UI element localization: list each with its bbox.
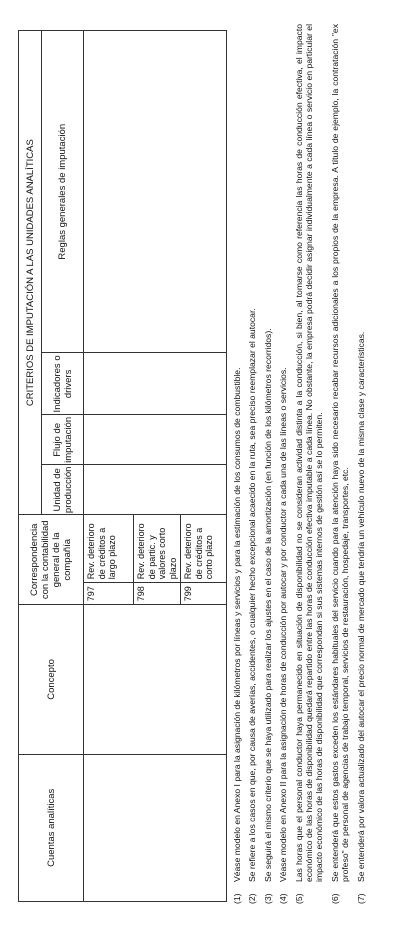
account-number: 797 — [84, 583, 134, 605]
header-unidad-produccion: Unidad de producción — [42, 465, 84, 515]
header-concepto: Concepto — [19, 605, 84, 754]
cell-flujo-imputacion — [84, 415, 227, 465]
footnote-number: (2) — [247, 893, 258, 904]
footnote-number: (6) — [329, 893, 340, 904]
account-description: Rev. deterioro de partic. y valores corto plazo — [134, 515, 181, 583]
account-description: Rev. deterioro de créditos a largo plazo — [84, 515, 134, 583]
header-correspondencia: Correspondencia con la contabilidad general de la compañía — [19, 515, 84, 605]
account-number: 798 — [134, 583, 181, 605]
account-number: 799 — [181, 583, 227, 605]
footnote — [247, 24, 257, 904]
header-cuentas-analiticas: Cuentas analíticas — [19, 754, 84, 901]
footnote-text: Se refiere a los casos en que, por causa de averías, accidentes, o cualquier hecho excepcional acaecido en la ruta, sea preciso reemplazar el autocar. — [247, 308, 258, 882]
header-reglas-generales: Reglas generales de imputación — [42, 31, 84, 353]
footnote-text: Se seguirá el mismo criterio que se haya utilizado para realizar los ajustes en el caso de la amortización (en función de los kilómetros recorridos). — [262, 328, 273, 882]
cell-unidad-produccion — [84, 465, 227, 515]
footnote-text: Véase modelo en Anexo II para la asignación de horas de conducción por autocar y por conductor a cada una de las líneas o servicios. — [278, 367, 289, 882]
footnote-text: Las horas que el personal conductor haya permanecido en situación de disponibilidad no se consideran actividad distinta a la conducción, si bien, al tomarse como referencia las horas de conducción efectiva, el impacto económico de las horas de disponibilidad quedará repartido entre las horas de conducción efectiva imputable a cada línea. No obstante, la empresa podrá decidir asignar individualmente a cada línea o servicio en particular el impacto económico de las horas de disponibilidad que correspondan si sus sistemas internos de gestión así se lo permiten. — [293, 24, 325, 882]
footnote — [294, 24, 325, 904]
header-indicadores-drivers: Indicadores o drivers — [42, 353, 84, 415]
cell-cuentas-analiticas — [84, 754, 227, 901]
footnotes — [232, 24, 371, 904]
header-criterios-imputacion: CRITERIOS DE IMPUTACIÓN A LAS UNIDADES ANALÍTICAS — [19, 31, 42, 515]
table-row — [84, 31, 134, 902]
footnote-text: Véase modelo en Anexo I para la asignación de kilómetros por líneas y servicios y para la estimación de los consumos de combustible. — [232, 367, 242, 882]
footnote — [330, 24, 351, 904]
header-flujo-imputacion: Flujo de imputación — [42, 415, 84, 465]
footnote-number: (3) — [262, 893, 273, 904]
footnote-number: (1) — [232, 893, 242, 904]
footnote-number: (7) — [355, 893, 366, 904]
footnote-number: (5) — [293, 893, 304, 904]
footnote — [232, 24, 242, 904]
account-description: Rev. deterioro de créditos a corto plazo — [181, 515, 227, 583]
cell-reglas-generales — [84, 31, 227, 353]
footnote-number: (4) — [278, 893, 289, 904]
cell-concepto — [84, 605, 227, 754]
footnote-text: Se entenderá por valora actualizado del autocar el precio normal de mercado que tendría un vehículo nuevo de la misma clase y características. — [355, 331, 366, 882]
footnote — [278, 24, 288, 904]
cell-indicadores — [84, 353, 227, 415]
footnote — [356, 24, 366, 904]
footnote — [263, 24, 273, 904]
imputation-table — [18, 30, 227, 902]
footnote-text: Se entenderá que estos gastos exceden los estándares habituales del servicio cuando para la atención haya sido necesario recabar recursos adicionales a los propios de la empresa. A título de ejemplo, la contratación "ex profeso" de personal de agencias de trabajo temporal, servicios de restauración, hospedaje, transportes, etc. — [329, 24, 351, 882]
